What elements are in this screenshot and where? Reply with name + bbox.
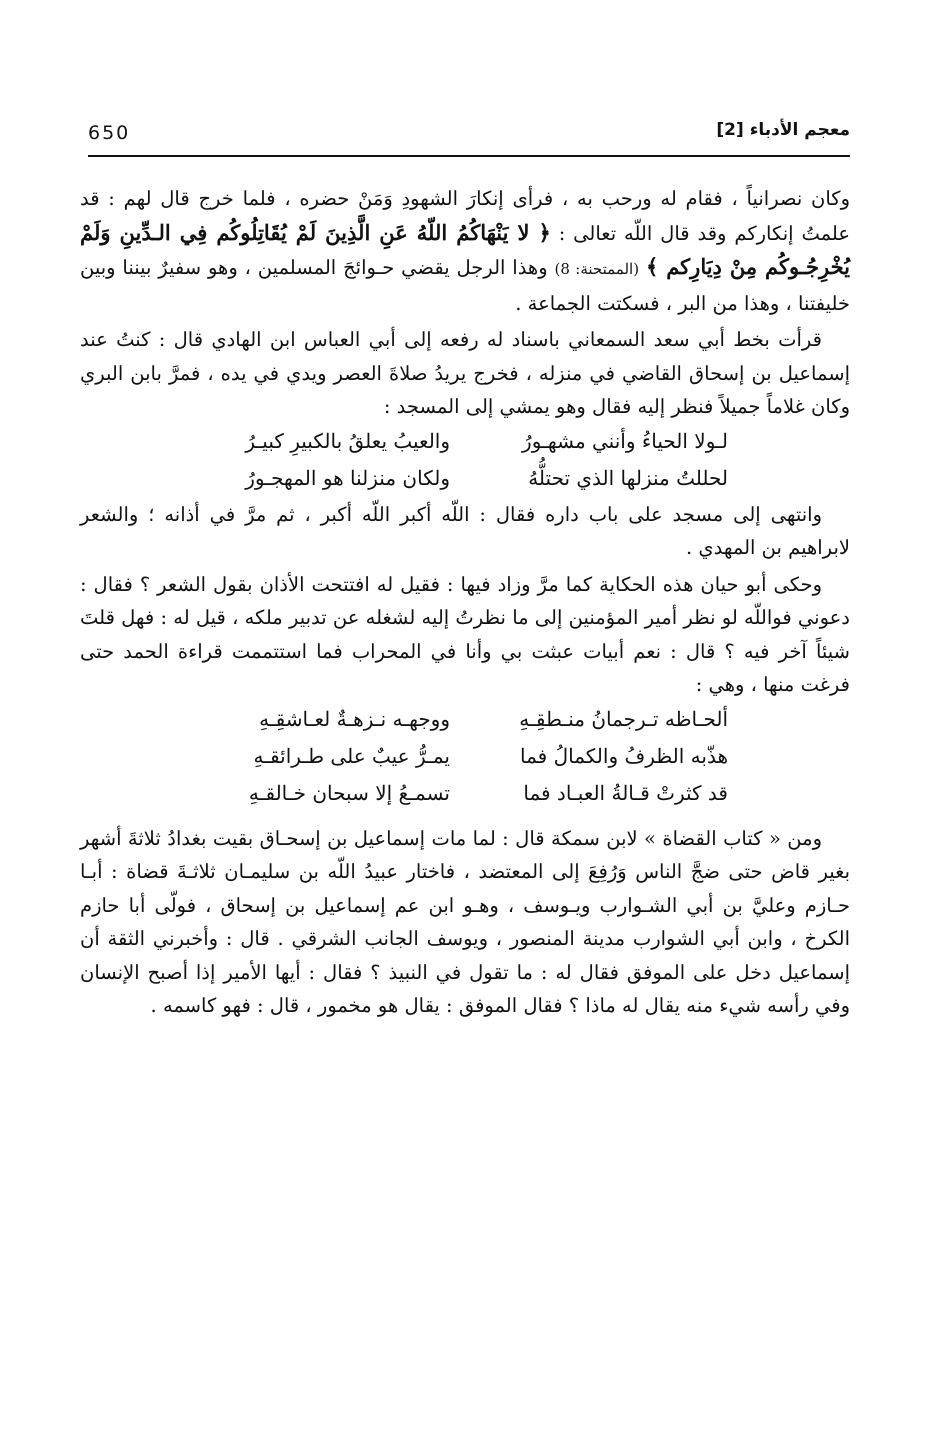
spacer: [80, 813, 850, 822]
verse-line: [80, 739, 850, 776]
verse-second-hemistich: يمـرُّ عيبٌ على طـرائقـهِ: [253, 744, 450, 769]
verse-line: [80, 776, 850, 813]
verse-second-hemistich: تسمـعُ إلا سبحان خـالقـهِ: [248, 781, 450, 806]
verse-line: [80, 702, 850, 739]
paragraph-1-intro: وكان نصرانياً ، فقام له ورحب به ، فرأى إنكارَ الشهودِ وَمَنْ حضره ، فلما خرج قال لهم : قد علمتُ إنكاركم وقد قال اللّه تعالى :: [80, 187, 851, 245]
paragraph-5: ومن « كتاب القضاة » لابن سمكة قال : لما مات إسماعيل بن إسحـاق بقيت بغدادُ ثلاثةَ أشهر بغير قاض حتى ضجَّ الناس وَرُفِعَ إلى المعتضد ، فاختار عبيدُ اللّه بن سليمـان ثلاثـةَ قضاة : أبـا حـازم وعليَّ بن أبي الشـوارب ويـوسف ، وهـو ابن عم إسماعيل بن إسحاق ، فولّى أبا حازم الكرخ ، وابن أبي الشوارب مدينة المنصور ، ويوسف الجانب الشرقي . قال : وأخبرني الثقة أن إسماعيل دخل على الموفق فقال له : ما تقول في النبيذ ؟ فقال : أيها الأمير إذا أصبح الإنسان وفي رأسه شيء منه يقال له ماذا ؟ فقال الموفق : يقال هو مخمور ، قال : فهو كاسمه .: [80, 826, 850, 1017]
quran-reference: (الممتحنة: 8): [554, 260, 640, 278]
verse-line: [80, 461, 850, 498]
paragraph-1-outro: وهذا الرجل يقضي حـوائجَ المسلمين ، وهو سفيرٌ بيننا وبين خليفتنا ، وهذا من البر ، فسكتت الجماعة .: [80, 256, 850, 315]
paragraph-4: وحكى أبو حيان هذه الحكاية كما مرَّ وزاد فيها : فقيل له افتتحت الأذان بقول الشعر ؟ فقال : دعوني فواللّه لو نظر أمير المؤمنين إلى ما نظرتُ إليه لشغله عن تدبير ملكه ، قيل له : فهل قلتَ شيئاً آخر فيه ؟ قال : نعم أبيات عبثت بي وأنا في المحراب فما استتممت قراءة الحمد حتى فرغت منها ، وهي :: [80, 572, 850, 696]
verse-first-hemistich: لحللتُ منزلها الذي تحتلُّهُ: [528, 466, 728, 491]
header-rule: [88, 155, 850, 157]
running-title: معجم الأدباء [2]: [716, 120, 850, 140]
page-number: 650: [88, 122, 131, 144]
poem-2: [80, 702, 850, 813]
verse-first-hemistich: هذّبه الظرفُ والكمالُ فما: [520, 744, 728, 769]
poem-1: [80, 424, 850, 498]
verse-second-hemistich: ووجهـه نـزهـةٌ لعـاشقِـهِ: [259, 707, 450, 732]
paragraph-2: قرأت بخط أبي سعد السمعاني باسناد له رفعه إلى أبي العباس ابن الهادي قال : كنتُ عند إسماعيل بن إسحاق القاضي في منزله ، فخرج يريدُ صلاةَ العصر ويدي في يده ، فمرَّ بابن البري وكان غلاماً جميلاً فنظر إليه فقال وهو يمشي إلى المسجد :: [80, 328, 850, 418]
verse-line: [80, 424, 850, 461]
body-text: [80, 182, 850, 1023]
quran-quote: ﴿ لا يَنْهَاكُمُ اللّهُ عَنِ الَّذِينَ لَمْ يُقَاتِلُوكُم فِي الـدِّينِ وَلَمْ يُخْرِجُـوكُم مِنْ دِيَارِكم ﴾: [80, 219, 851, 279]
verse-second-hemistich: ولكان منزلنا هو المهجـورُ: [245, 466, 450, 491]
paragraph-3: وانتهى إلى مسجد على باب داره فقال : اللّه أكبر اللّه أكبر ، ثم مرَّ في أذانه ؛ والشعر لابراهيم بن المهدي .: [80, 502, 850, 559]
verse-first-hemistich: لـولا الحياءُ وأنني مشهـورُ: [522, 429, 728, 454]
page-header: [88, 118, 850, 154]
verse-first-hemistich: ألحـاظه تـرجمانُ منـطقِـهِ: [519, 707, 728, 732]
paragraph-1: [80, 182, 850, 320]
verse-second-hemistich: والعيبُ يعلقُ بالكبيرِ كبيـرُ: [245, 429, 450, 454]
verse-first-hemistich: قد كثرتْ قـالةُ العبـاد فما: [523, 781, 728, 806]
